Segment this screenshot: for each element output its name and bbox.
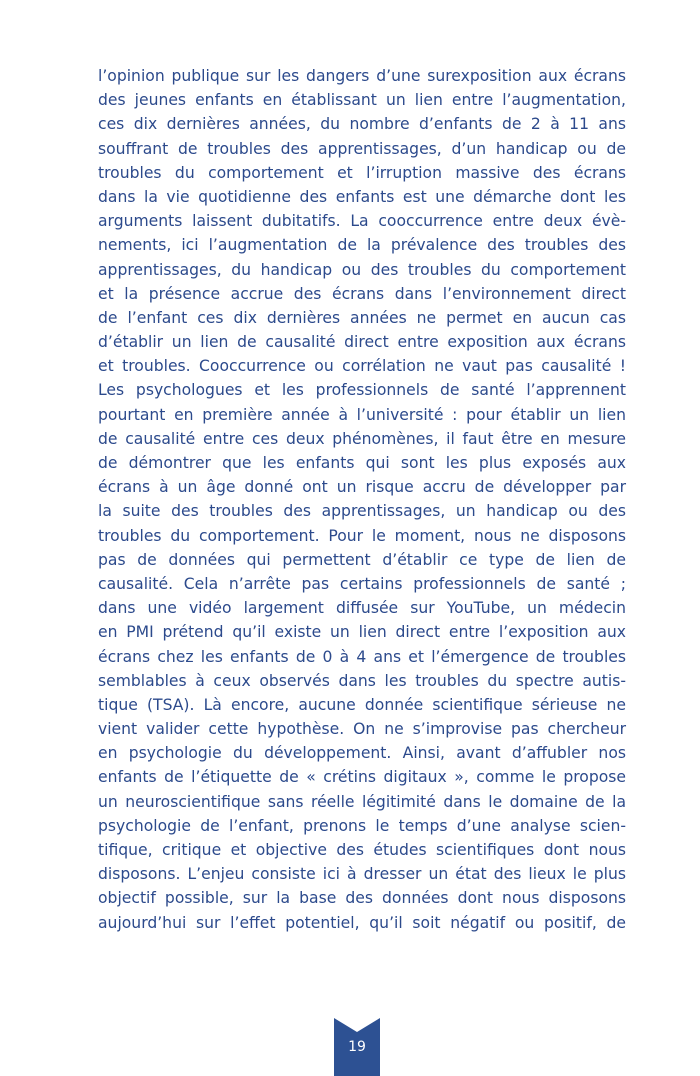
text-line: disposons. L’enjeu consiste ici à dresser un état des lieux le plus [98,865,626,884]
text-line: écrans à un âge donné ont un risque accru de développer par [98,478,626,497]
body-text [98,64,626,935]
text-line: dans la vie quotidienne des enfants est une démarche dont les [98,187,626,206]
text-line: vient valider cette hypothèse. On ne s’improvise pas chercheur [98,720,626,739]
text-line: causalité. Cela n’arrête pas certains professionnels de santé ; [98,574,626,593]
text-line: en PMI prétend qu’il existe un lien direct entre l’exposition aux [98,623,626,642]
text-line: enfants de l’étiquette de « crétins digitaux », comme le propose [98,768,626,787]
text-line: la suite des troubles des apprentissages, un handicap ou des [98,502,626,521]
text-line: écrans chez les enfants de 0 à 4 ans et l’émergence de troubles [98,647,626,666]
text-line: de l’enfant ces dix dernières années ne permet en aucun cas [98,308,626,327]
text-line: nements, ici l’augmentation de la prévalence des troubles des [98,236,626,255]
text-line: d’établir un lien de causalité direct entre exposition aux écrans [98,333,626,352]
text-line: de démontrer que les enfants qui sont les plus exposés aux [98,454,626,472]
page-number: 19 [348,1039,366,1055]
text-line: et la présence accrue des écrans dans l’environnement direct [98,284,626,303]
text-line: semblables à ceux observés dans les troubles du spectre autis- [98,671,626,690]
page-number-tab [334,1018,380,1076]
text-line: et troubles. Cooccurrence ou corrélation ne vaut pas causalité ! [98,357,626,376]
text-line: aujourd’hui sur l’effet potentiel, qu’il soit négatif ou positif, de [98,913,626,932]
text-line: dans une vidéo largement diffusée sur YouTube, un médecin [98,599,626,618]
text-line: tique (TSA). Là encore, aucune donnée scientifique sérieuse ne [98,695,626,714]
text-line: des jeunes enfants en établissant un lien entre l’augmentation, [98,91,626,110]
text-line: objectif possible, sur la base des données dont nous disposons [98,889,626,908]
text-line: arguments laissent dubitatifs. La cooccurrence entre deux évè- [98,212,626,231]
text-line: troubles du comportement et l’irruption massive des écrans [98,163,626,182]
text-line: en psychologie du développement. Ainsi, avant d’affubler nos [98,744,626,763]
text-line: pourtant en première année à l’université : pour établir un lien [98,405,626,424]
text-line: apprentissages, du handicap ou des troubles du comportement [98,260,626,279]
text-line: un neuroscientifique sans réelle légitimité dans le domaine de la [98,792,626,811]
text-line: de causalité entre ces deux phénomènes, il faut être en mesure [98,429,626,448]
text-line: l’opinion publique sur les dangers d’une surexposition aux écrans [98,67,626,85]
text-line: troubles du comportement. Pour le moment, nous ne disposons [98,526,626,545]
text-line: psychologie de l’enfant, prenons le temps d’une analyse scien- [98,816,626,835]
text-line: souffrant de troubles des apprentissages, d’un handicap ou de [98,139,626,158]
text-line: Les psychologues et les professionnels de santé l’apprennent [98,381,626,400]
text-line: ces dix dernières années, du nombre d’enfants de 2 à 11 ans [98,115,626,134]
text-line: tifique, critique et objective des études scientifiques dont nous [98,841,626,859]
text-line: pas de données qui permettent d’établir ce type de lien de [98,550,626,569]
